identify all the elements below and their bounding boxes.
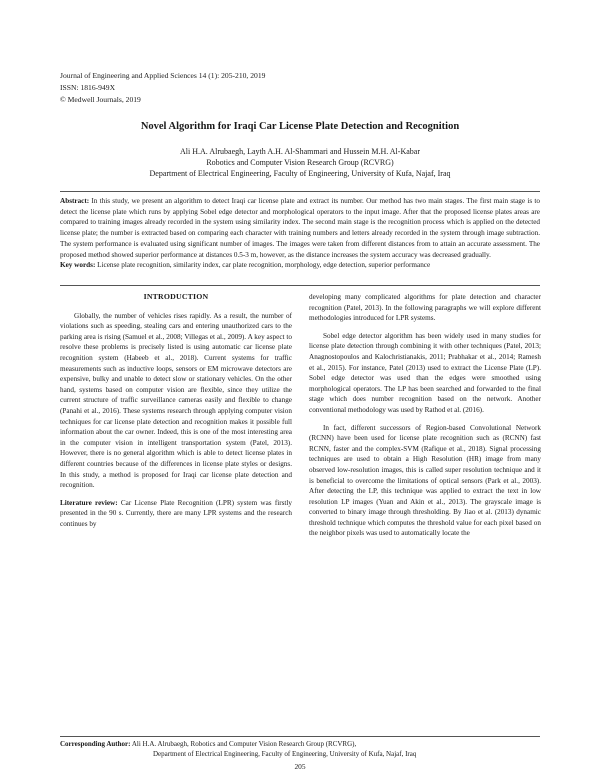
right-column	[309, 292, 541, 546]
right-paragraph-2: Sobel edge detector algorithm has been widely used in many studies for license plate detection through combining it with other techniques (Patel, 2013; Anagnostopoulos and Kalochristianakis, 2011; Prabhakar et al., 2014; Ramesh et al., 2015). For instance, Patel (2013) used to extract the License Plate (LP). Sobel edge detector was used than the edges were smoothed using morphological operators. The LP has been searched and forwarded to the final stage which does number recognition based on the network. Another conventional methodology was used by Rathod et al. (2016).	[309, 331, 541, 414]
intro-paragraph: Globally, the number of vehicles rises rapidly. As a result, the number of violations such as speeding, stealing cars and entering unauthorized cars to the parking area is rising (Samuel et al., 2008; Villegas et al., 2009). A key aspect to resolve these problems is precisely listed is using automatic car license plate recognition system (Habeeb et al., 2018). Current systems for traffic measurements such as inductive loops, sensors or EM microwave detectors are expensive, bulky and unable to detect slow or stationary vehicles. On the other hand, systems based on computer vision are flexible, since they utilize the current structure of traffic surveillance cameras easily and flexible to change (Panahi et al., 2016). These systems research through applying computer vision techniques for car license plate detection and recognition makes it possible full information about the car owner. Indeed, this is one of the most interesting area in the computer vision in intelligent transportation system (Patel, 2013). However, there is no general algorithm which is able to detect license plates in different countries because of the differences in license plate styles or designs. In this study, a method is proposed for Iraqi car license plate detection and recognition.	[60, 311, 292, 490]
section-heading-introduction: INTRODUCTION	[143, 292, 209, 301]
corresponding-author	[60, 740, 540, 759]
journal-info	[60, 70, 265, 106]
affiliation: Department of Electrical Engineering, Faculty of Engineering, University of Kufa, Najaf, Iraq	[149, 169, 451, 178]
corresponding-line2: Department of Electrical Engineering, Faculty of Engineering, University of Kufa, Najaf, Iraq	[153, 749, 417, 758]
literature-review-paragraph	[60, 498, 292, 530]
corresponding-label: Corresponding Author:	[60, 740, 131, 748]
author-block	[0, 146, 600, 179]
right-paragraph-1: developing many complicated algorithms for plate detection and character recognition (Patel, 2013). In the following paragraphs we will explore different methodologies introduced for LPR systems.	[309, 293, 541, 323]
literature-review-text: Car License Plate Recognition (LPR) system was firstly presented in the 90 s. Currently, there are many LPR systems and the research continues by	[60, 498, 293, 528]
right-paragraph-3: In fact, different successors of Region-based Convolutional Network (RCNN) have been used for license plate recognition such as (RCNN) fast RCNN, faster and the complex-SVM (Rafique et al., 2018). Signal processing techniques are used to obtain a High Resolution (HR) image from many observed low-resolution images, this is called super resolution technique and it is beneficial to overcome the limitations of optical sensors (Park et al., 2003). After detecting the LP, this technique was applied to extract the text in low resolution LP images (Yuan and Akin et al., 2013). The grayscale image is converted to binary image through thresholding. By Jiao et al. (2013) dynamic threshold technique which computes the threshold value for each pixel based on the neighbor pixels was used to automatically locate the	[309, 423, 541, 538]
divider-top	[60, 191, 540, 192]
page-number: 205	[294, 762, 306, 771]
abstract-text: In this study, we present an algorithm to detect Iraqi car license plate and extract its number. Our method has two main stages. The first main stage is to detect the license plate which runs by applying Sobel edge detector and morphological operators to the input image. After that the proposed license plates areas are compared to training images already recorded in the system using similarity index. The second main stage is the recognition process which is applied on the detected license plate; the number is extracted based on comparing each character with training numbers and letters already recorded in the system through image subtraction. The system performance is evaluated using significant number of images. The images were taken from different distances from to attain an accurate assessment. The proposed method showed superior performance at distances 0.5-3 m, however, as the distance increases the system accuracy was decreased gradually.	[60, 197, 540, 259]
corresponding-line1: Ali H.A. Alrubaegh, Robotics and Computer Vision Research Group (RCVRG),	[131, 740, 357, 748]
keywords-label: Key words:	[60, 261, 96, 269]
research-group: Robotics and Computer Vision Research Group (RCVRG)	[206, 158, 394, 167]
abstract-label: Abstract:	[60, 197, 90, 205]
divider-bottom	[60, 285, 540, 286]
paper-title: Novel Algorithm for Iraqi Car License Plate Detection and Recognition	[140, 121, 460, 132]
journal-copyright: © Medwell Journals, 2019	[60, 95, 141, 104]
abstract	[60, 196, 540, 260]
literature-review-label: Literature review:	[60, 498, 118, 507]
divider-footer	[60, 736, 540, 737]
left-column	[60, 292, 292, 536]
journal-citation: Journal of Engineering and Applied Sciences 14 (1): 205-210, 2019	[60, 71, 266, 80]
keywords	[60, 260, 540, 271]
journal-issn: ISSN: 1816-949X	[60, 83, 116, 92]
keywords-text: License plate recognition, similarity index, car plate recognition, morphology, edge detection, superior performance	[97, 261, 431, 269]
author-names: Ali H.A. Alrubaegh, Layth A.H. Al-Shammari and Hussein M.H. Al-Kabar	[180, 147, 420, 156]
